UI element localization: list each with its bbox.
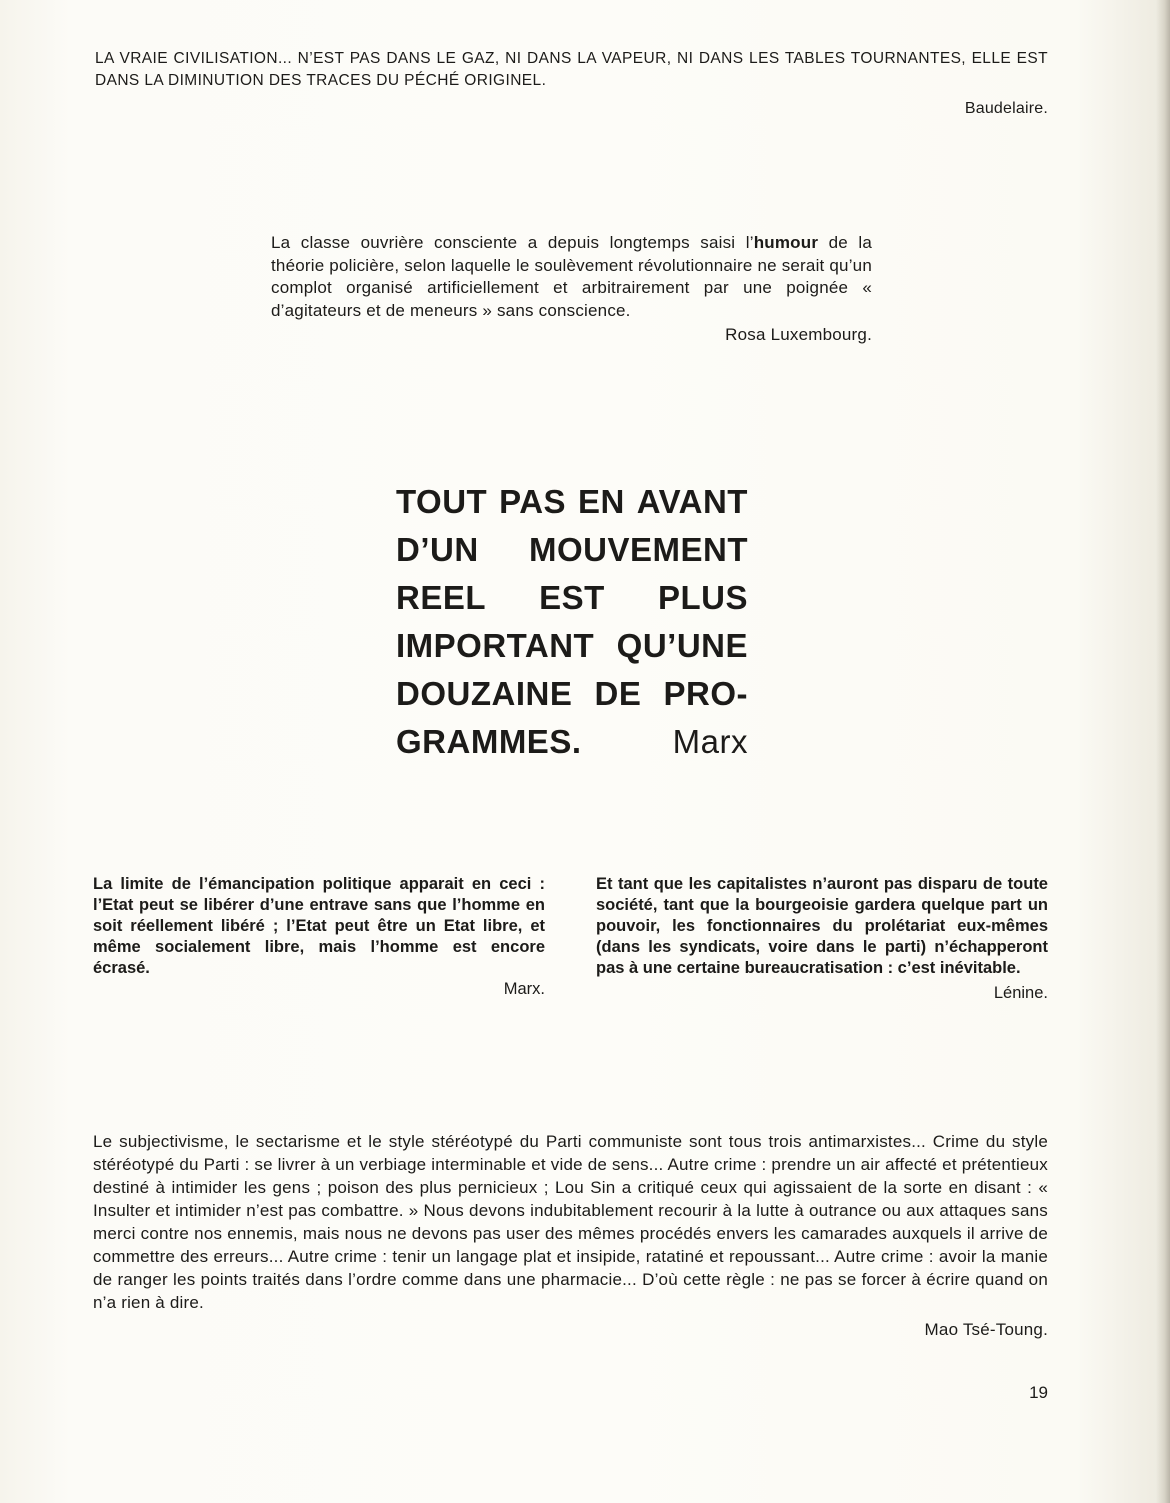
headline-line [396,718,748,766]
headline-word: EST [539,579,605,616]
quote-marx-emancipation-text: La limite de l’émancipation politique apparait en ceci : l’Etat peut se libérer d’une entrave sans que l’homme en soit réellement libéré ; l’Etat peut être un Etat libre, et même socialement libre, mais l’homme est encore écrasé. [93,875,545,977]
headline-word: GRAMMES. [396,723,582,760]
quote-mao-author: Mao Tsé-Toung. [924,1320,1048,1339]
headline-word: PAS [499,483,567,520]
quote-lenine [596,874,1048,1004]
quote-baudelaire-text: LA VRAIE CIVILISATION... N’EST PAS DANS LE GAZ, NI DANS LA VAPEUR, NI DANS LES TABLES TOURNANTES, ELLE EST DANS LA DIMINUTION DES TRACES DU PÉCHÉ ORIGINEL. [95,50,1048,89]
headline-word: TOUT [396,483,488,520]
quote-baudelaire-author: Baudelaire. [964,100,1048,117]
quote-luxembourg-text-before: La classe ouvrière consciente a depuis longtemps saisi l’ [271,233,754,252]
headline-word: D’UN [396,531,479,568]
headline-word: PLUS [657,579,748,616]
headline-line [396,574,748,622]
headline-line [396,670,748,718]
quote-luxembourg-emphasis: humour [753,233,819,252]
quote-luxembourg-author: Rosa Luxembourg. [725,325,872,344]
headline-word: DE [594,675,642,712]
headline-word: MOUVEMENT [529,531,748,568]
headline-line [396,478,748,526]
quote-mao-text: Le subjectivisme, le sectarisme et le style stéréotypé du Parti communiste sont tous trois antimarxistes... Crime du style stéréotypé du Parti : se livrer à un verbiage interminable et vide de sens... Autre crime : prendre un air affecté et prétentieux destiné à intimider les gens ; poison des plus pernicieux ; Lou Sin a critiqué ceux qui agissaient de la sorte en disant : « Insulter et intimider n’est pas combattre. » Nous devons indubitablement recourir à la lutte à outrance ou aux attaques sans merci contre nos ennemis, mais nous ne devons pas user des mêmes procédés envers les camarades auxquels il arrive de commettre des erreurs... Autre crime : tenir un langage plat et insipide, ratatiné et repoussant... Autre crime : avoir la manie de ranger les points traités dans l’ordre comme dans une pharmacie... D’où cette règle : ne pas se forcer à écrire quand on n’a rien à dire. [93,1132,1048,1312]
quote-baudelaire [95,48,1048,120]
quote-marx-headline [396,478,748,766]
quote-lenine-author: Lénine. [993,984,1048,1002]
headline-line [396,622,748,670]
headline-word: AVANT [636,483,748,520]
headline-word: QU’UNE [616,627,748,664]
quote-luxembourg-text-after: de la théorie policière, selon laquelle le soulèvement révolutionnaire ne serait qu’un complot organisé artificiellement et arbitrairement par une poignée « d’agitateurs et de meneurs » sans conscience. [271,233,872,320]
quote-mao [93,1130,1048,1341]
headline-word: DOUZAINE [396,675,573,712]
headline-word: IMPORTANT [396,627,595,664]
page-edge-shadow [1156,0,1170,1503]
headline-word: EN [577,483,625,520]
quote-marx-emancipation-author: Marx. [503,980,545,998]
quote-marx-emancipation [93,874,545,1000]
headline-word: REEL [396,579,487,616]
headline-line [396,526,748,574]
quote-lenine-text: Et tant que les capitalistes n’auront pas disparu de toute société, tant que la bourgeoisie gardera quelque part un pouvoir, les fonctionnaires du prolétariat eux-mêmes (dans les syndicats, voire dans le parti) n’échapperont pas à une certaine bureaucratisation : c’est inévitable. [596,875,1048,977]
quote-marx-headline-author: Marx [672,723,748,760]
page-number: 19 [1029,1383,1048,1402]
headline-word: PRO- [663,675,748,712]
quote-luxembourg-text [271,232,872,322]
quote-luxembourg [271,232,872,347]
